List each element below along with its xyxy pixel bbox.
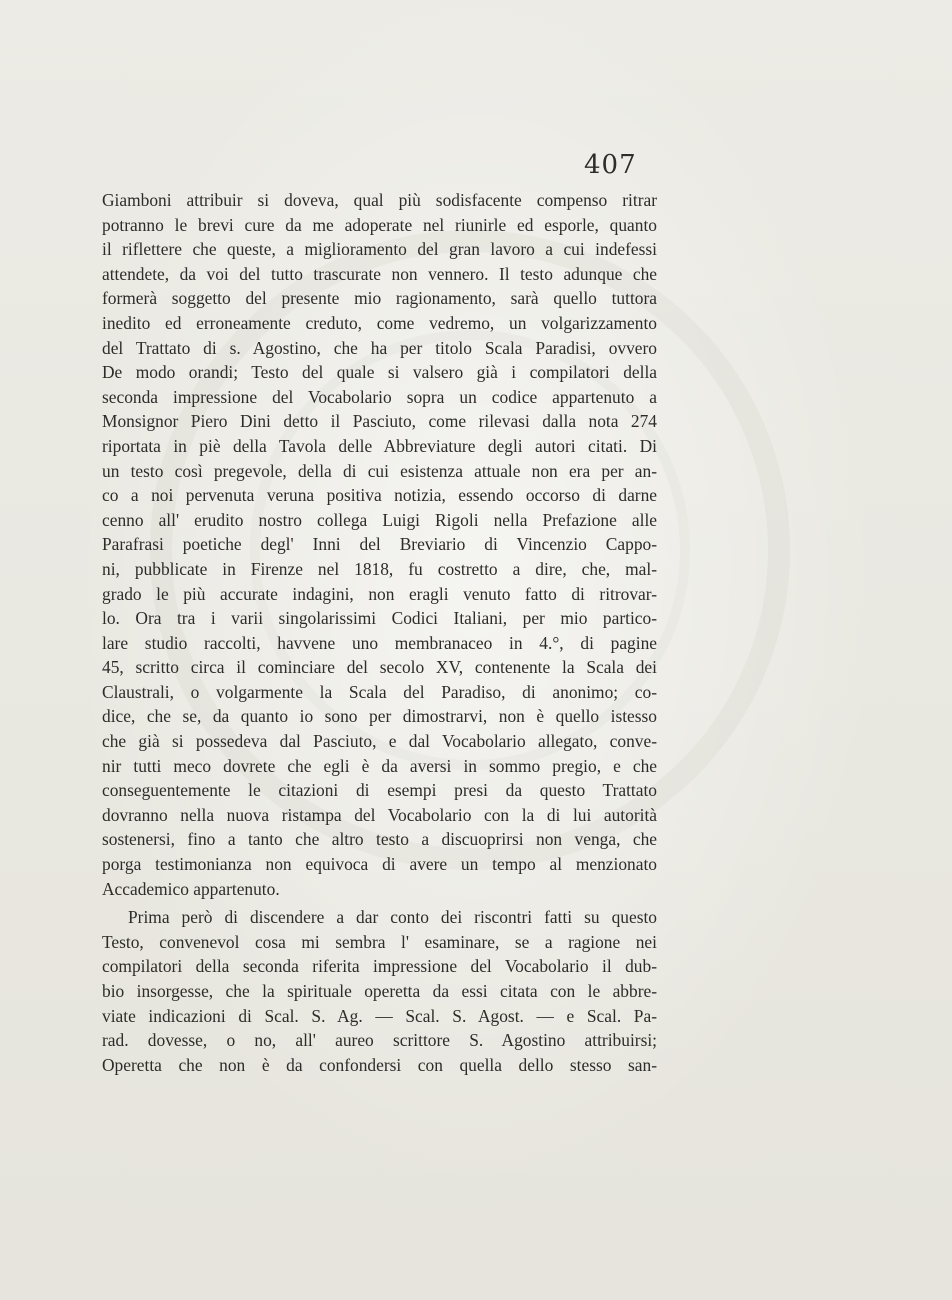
- text-line: riportata in piè della Tavola delle Abbreviature degli autori citati. Di: [102, 435, 657, 456]
- text-line: dice, che se, da quanto io sono per dimostrarvi, non è quello istesso: [102, 706, 657, 727]
- text-line: lare studio raccolti, havvene uno membranaceo in 4.°, di pagine: [102, 632, 657, 653]
- text-line: compilatori della seconda riferita impressione del Vocabolario il dub-: [102, 956, 657, 977]
- text-line: inedito ed erroneamente creduto, come vedremo, un volgarizzamento: [102, 312, 657, 333]
- text-line: co a noi pervenuta veruna positiva notizia, essendo occorso di darne: [102, 485, 657, 506]
- text-line: Claustrali, o volgarmente la Scala del Paradiso, di anonimo; co-: [102, 681, 657, 702]
- text-line: Giamboni attribuir si doveva, qual più sodisfacente compenso ritrar: [102, 190, 657, 210]
- text-line: nir tutti meco dovrete che egli è da aversi in sommo pregio, e che: [102, 755, 657, 776]
- text-line: porga testimonianza non equivoca di avere un tempo al menzionato: [102, 854, 657, 875]
- text-line: conseguentemente le citazioni di esempi presi da questo Trattato: [102, 780, 657, 801]
- text-line: un testo così pregevole, della di cui esistenza attuale non era per an-: [102, 460, 657, 481]
- text-line: Operetta che non è da confondersi con quella dello stesso san-: [102, 1054, 657, 1075]
- text-line: sostenersi, fino a tanto che altro testo a discuoprirsi non venga, che: [102, 829, 657, 850]
- text-line: ni, pubblicate in Firenze nel 1818, fu costretto a dire, che, mal-: [102, 558, 657, 579]
- text-line: che già si possedeva dal Pasciuto, e dal Vocabolario allegato, conve-: [102, 731, 657, 752]
- text-line: Prima però di discendere a dar conto dei riscontri fatti su questo: [128, 907, 657, 928]
- text-line: bio insorgesse, che la spirituale operetta da essi citata con le abbre-: [102, 981, 657, 1001]
- text-line: formerà soggetto del presente mio ragionamento, sarà quello tuttora: [102, 288, 657, 309]
- text-line: attendete, da voi del tutto trascurate non vennero. Il testo adunque che: [102, 263, 657, 284]
- text-line: viate indicazioni di Scal. S. Ag. — Scal. S. Agost. — e Scal. Pa-: [102, 1005, 657, 1026]
- text-line: Accademico appartenuto.: [102, 878, 280, 899]
- page-number: 407: [584, 150, 637, 180]
- paragraph-2: [102, 905, 657, 1077]
- body-text: [102, 188, 657, 1077]
- text-line: seconda impressione del Vocabolario sopra un codice appartenuto a: [102, 386, 657, 407]
- text-line: il riflettere che queste, a miglioramento del gran lavoro a cui indefessi: [102, 239, 657, 260]
- text-line: del Trattato di s. Agostino, che ha per titolo Scala Paradisi, ovvero: [102, 337, 657, 358]
- text-line: De modo orandi; Testo del quale si valsero già i compilatori della: [102, 362, 657, 383]
- paragraph-1: [102, 188, 657, 901]
- text-line: 45, scritto circa il cominciare del secolo XV, contenente la Scala dei: [102, 657, 657, 678]
- text-line: dovranno nella nuova ristampa del Vocabolario con la di lui autorità: [102, 804, 657, 825]
- text-line: Monsignor Piero Dini detto il Pasciuto, come rilevasi dalla nota 274: [102, 411, 657, 432]
- paragraph-gap: [102, 901, 657, 903]
- text-line: rad. dovesse, o no, all' aureo scrittore S. Agostino attribuirsi;: [102, 1030, 657, 1051]
- text-line: potranno le brevi cure da me adoperate nel riunirle ed esporle, quanto: [102, 214, 657, 235]
- text-line: lo. Ora tra i varii singolarissimi Codici Italiani, per mio partico-: [102, 608, 657, 629]
- text-line: Testo, convenevol cosa mi sembra l' esaminare, se a ragione nei: [102, 931, 657, 952]
- text-line: cenno all' erudito nostro collega Luigi Rigoli nella Prefazione alle: [102, 509, 657, 530]
- text-line: grado le più accurate indagini, non eragli venuto fatto di ritrovar-: [102, 583, 657, 604]
- text-line: Parafrasi poetiche degl' Inni del Breviario di Vincenzio Cappo-: [102, 534, 657, 555]
